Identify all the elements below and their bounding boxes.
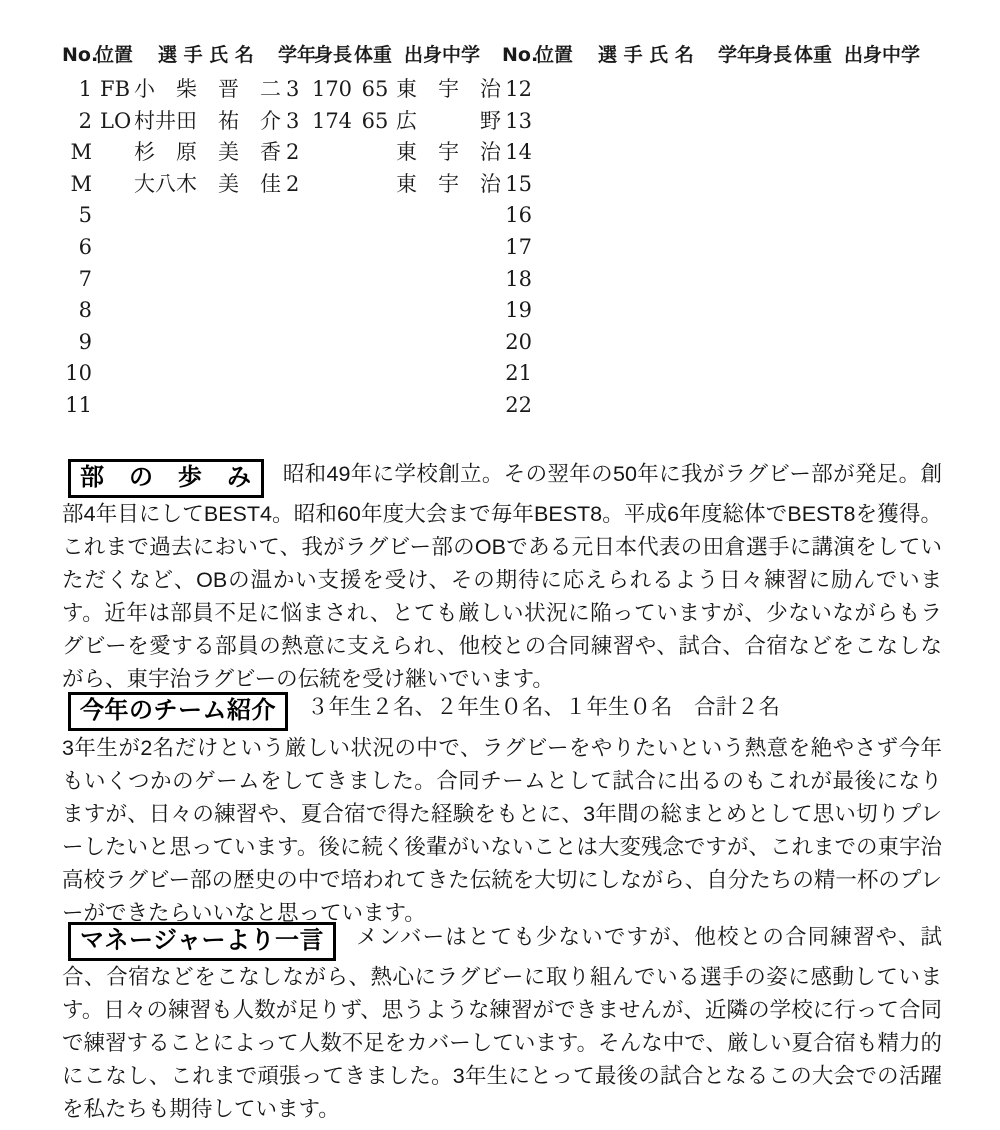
- team-intro-heading-line: [62, 691, 942, 731]
- cell-weight: [794, 327, 836, 359]
- cell-middle-school: [836, 295, 942, 327]
- cell-no: 7: [78, 266, 92, 291]
- cell-position: [532, 358, 574, 390]
- cell-height: [750, 264, 794, 296]
- table-row: [62, 327, 502, 359]
- cell-player-name: [134, 232, 286, 264]
- cell-position: [532, 264, 574, 296]
- cell-grade: [726, 106, 750, 138]
- cell-grade: [286, 390, 310, 422]
- cell-weight: [794, 200, 836, 232]
- roster-right-rows: [502, 74, 942, 422]
- table-row: [62, 106, 502, 138]
- cell-position: FB: [100, 77, 131, 101]
- cell-weight: [794, 74, 836, 106]
- cell-position: [92, 295, 134, 327]
- section-title-box: 今年のチーム紹介: [68, 692, 288, 731]
- cell-grade: [726, 200, 750, 232]
- cell-player-name: [574, 390, 726, 422]
- cell-player-name: [574, 358, 726, 390]
- cell-no: 11: [65, 392, 92, 417]
- cell-height: [750, 295, 794, 327]
- cell-weight: [354, 200, 396, 232]
- cell-no: 15: [505, 171, 532, 196]
- cell-weight: [794, 232, 836, 264]
- cell-player-name: 小 柴 晋 二: [134, 77, 281, 101]
- cell-height: [750, 200, 794, 232]
- header-player-name: 選 手 氏 名: [598, 44, 694, 66]
- table-row: [502, 200, 942, 232]
- cell-position: [92, 327, 134, 359]
- cell-weight: 65: [361, 108, 389, 133]
- cell-no: 5: [78, 203, 92, 228]
- cell-middle-school: [836, 74, 942, 106]
- table-row: [502, 390, 942, 422]
- cell-position: [532, 390, 574, 422]
- cell-middle-school: [836, 169, 942, 201]
- cell-grade: 2: [286, 140, 300, 165]
- cell-no: 2: [78, 108, 92, 133]
- table-row: [62, 295, 502, 327]
- club-history-paragraph: [62, 458, 942, 696]
- cell-position: [92, 169, 134, 201]
- cell-grade: [726, 358, 750, 390]
- cell-height: [310, 200, 354, 232]
- cell-no: 14: [505, 140, 532, 165]
- table-row: [62, 169, 502, 201]
- cell-position: [532, 74, 574, 106]
- cell-grade: [726, 169, 750, 201]
- cell-weight: [354, 137, 396, 169]
- cell-height: [750, 106, 794, 138]
- cell-position: [532, 200, 574, 232]
- cell-position: [532, 169, 574, 201]
- cell-player-name: [574, 200, 726, 232]
- cell-height: [310, 327, 354, 359]
- cell-height: [750, 137, 794, 169]
- cell-weight: [794, 358, 836, 390]
- cell-position: [532, 327, 574, 359]
- cell-position: [92, 232, 134, 264]
- cell-no: 16: [505, 203, 532, 228]
- table-row: [62, 358, 502, 390]
- cell-player-name: [574, 295, 726, 327]
- cell-no: 6: [78, 234, 92, 259]
- cell-weight: [354, 169, 396, 201]
- cell-grade: [726, 137, 750, 169]
- cell-player-name: [134, 295, 286, 327]
- table-row: [502, 74, 942, 106]
- cell-no: 20: [505, 329, 532, 354]
- cell-position: [532, 295, 574, 327]
- cell-middle-school: [396, 200, 502, 232]
- cell-grade: [286, 200, 310, 232]
- cell-middle-school: [396, 358, 502, 390]
- table-row: [502, 295, 942, 327]
- cell-no: 18: [505, 266, 532, 291]
- cell-grade: 3: [286, 77, 300, 101]
- cell-middle-school: [836, 264, 942, 296]
- cell-height: [310, 232, 354, 264]
- cell-height: [750, 169, 794, 201]
- cell-middle-school: [396, 295, 502, 327]
- cell-middle-school: [836, 327, 942, 359]
- cell-grade: [286, 295, 310, 327]
- cell-height: [310, 390, 354, 422]
- cell-player-name: [574, 327, 726, 359]
- cell-height: [750, 232, 794, 264]
- header-player-name: 選 手 氏 名: [158, 44, 254, 66]
- cell-weight: [354, 327, 396, 359]
- header-no: No.: [62, 44, 99, 66]
- cell-position: [92, 264, 134, 296]
- cell-middle-school: [396, 232, 502, 264]
- cell-player-name: [574, 169, 726, 201]
- cell-weight: [794, 295, 836, 327]
- cell-middle-school: [836, 390, 942, 422]
- cell-no: M: [70, 171, 92, 196]
- cell-middle-school: [836, 358, 942, 390]
- table-row: [502, 358, 942, 390]
- cell-player-name: [134, 264, 286, 296]
- section-team-intro: [62, 691, 942, 930]
- cell-position: LO: [100, 108, 132, 133]
- cell-height: [310, 295, 354, 327]
- cell-player-name: 村井田 祐 介: [134, 108, 281, 133]
- cell-player-name: 大八木 美 佳: [134, 171, 281, 196]
- roster-header-left: [62, 42, 502, 68]
- header-grade: 学年: [718, 44, 757, 66]
- cell-middle-school: [396, 264, 502, 296]
- cell-grade: 3: [286, 108, 300, 133]
- cell-middle-school: [396, 390, 502, 422]
- cell-weight: [354, 295, 396, 327]
- cell-no: 8: [78, 298, 92, 323]
- cell-middle-school: 東 宇 治: [396, 171, 501, 196]
- cell-position: [532, 106, 574, 138]
- cell-player-name: [134, 390, 286, 422]
- roster-right-half: [502, 42, 942, 422]
- cell-position: [92, 200, 134, 232]
- cell-weight: 65: [361, 77, 389, 101]
- header-middle-school: 出身中学: [844, 44, 921, 66]
- cell-grade: [726, 327, 750, 359]
- cell-grade: [286, 264, 310, 296]
- cell-no: 17: [505, 234, 532, 259]
- cell-player-name: 杉 原 美 香: [134, 140, 281, 165]
- header-height: 身長: [314, 44, 353, 66]
- cell-no: 19: [505, 298, 532, 323]
- table-row: [62, 390, 502, 422]
- cell-middle-school: 広 野: [396, 108, 501, 133]
- cell-position: [532, 232, 574, 264]
- table-row: [62, 264, 502, 296]
- table-row: [62, 74, 502, 106]
- section-text: 昭和49年に学校創立。その翌年の50年に我がラグビー部が発足。創部4年目にしてBEST4。昭和60年度大会まで毎年BEST8。平成6年度総体でBEST8を獲得。これまで過去において、我がラグビー部のOBである元日本代表の田倉選手に講演をしていただくなど、OBの温かい支援を受け、その期待に応えられるよう日々練習に励んでいます。近年は部員不足に悩まされ、とても厳しい状況に陥っていますが、少ないながらもラグビーを愛する部員の熱意に支えられ、他校との合同練習や、試合、合宿などをこなしながら、東宇治ラグビーの伝統を受け継いでいます。: [62, 462, 942, 691]
- cell-middle-school: 東 宇 治: [396, 140, 501, 165]
- cell-position: [532, 137, 574, 169]
- table-row: [502, 169, 942, 201]
- cell-middle-school: 東 宇 治: [396, 77, 501, 101]
- section-manager-note: [62, 921, 942, 1126]
- cell-height: [310, 169, 354, 201]
- cell-player-name: [574, 74, 726, 106]
- section-title-box: 部 の 歩 み: [68, 459, 264, 498]
- team-member-counts: ３年生２名、２年生０名、１年生０名 合計２名: [306, 695, 780, 719]
- cell-weight: [794, 169, 836, 201]
- cell-grade: [286, 327, 310, 359]
- header-no: No.: [502, 44, 539, 66]
- table-row: [62, 232, 502, 264]
- cell-weight: [794, 264, 836, 296]
- cell-grade: [286, 358, 310, 390]
- cell-middle-school: [836, 137, 942, 169]
- cell-height: [310, 264, 354, 296]
- table-row: [62, 200, 502, 232]
- cell-weight: [354, 358, 396, 390]
- cell-height: 174: [311, 108, 353, 133]
- cell-no: 9: [78, 329, 92, 354]
- cell-no: 1: [78, 77, 92, 101]
- cell-no: 13: [505, 108, 532, 133]
- cell-position: [92, 390, 134, 422]
- table-row: [62, 137, 502, 169]
- cell-height: [750, 74, 794, 106]
- cell-no: 22: [505, 392, 532, 417]
- header-height: 身長: [754, 44, 793, 66]
- header-position: 位置: [535, 44, 574, 66]
- cell-grade: [726, 295, 750, 327]
- cell-middle-school: [836, 200, 942, 232]
- cell-grade: [726, 264, 750, 296]
- roster-left-half: [62, 42, 502, 422]
- cell-no: 12: [505, 77, 532, 101]
- cell-height: [750, 390, 794, 422]
- roster-left-rows: [62, 74, 502, 422]
- cell-weight: [794, 106, 836, 138]
- cell-player-name: [574, 106, 726, 138]
- team-intro-body: 3年生が2名だけという厳しい状況の中で、ラグビーをやりたいという熱意を絶やさず今年もいくつかのゲームをしてきました。合同チームとして試合に出るのもこれが最後になりますが、日々の練習や、夏合宿で得た経験をもとに、3年間の総まとめとして思い切りプレーしたいと思っています。後に続く後輩がいないことは大変残念ですが、これまでの東宇治高校ラグビー部の歴史の中で培われてきた伝統を大切にしながら、自分たちの精一杯のプレーができたらいいなと思っています。: [62, 736, 942, 925]
- table-row: [502, 264, 942, 296]
- cell-grade: 2: [286, 171, 300, 196]
- cell-no: 21: [505, 361, 532, 386]
- manager-note-paragraph: [62, 921, 942, 1126]
- cell-weight: [794, 390, 836, 422]
- cell-weight: [354, 390, 396, 422]
- cell-height: [750, 327, 794, 359]
- cell-player-name: [134, 200, 286, 232]
- header-grade: 学年: [278, 44, 317, 66]
- cell-grade: [726, 74, 750, 106]
- cell-position: [92, 137, 134, 169]
- cell-player-name: [574, 137, 726, 169]
- cell-grade: [726, 390, 750, 422]
- header-weight: 体重: [354, 44, 393, 66]
- cell-player-name: [134, 327, 286, 359]
- cell-height: [310, 137, 354, 169]
- cell-player-name: [574, 232, 726, 264]
- cell-middle-school: [836, 106, 942, 138]
- cell-middle-school: [396, 327, 502, 359]
- roster-table: [62, 42, 942, 422]
- cell-position: [92, 358, 134, 390]
- section-text: メンバーはとても少ないですが、他校との合同練習や、試合、合宿などをこなしながら、熱心にラグビーに取り組んでいる選手の姿に感動しています。日々の練習も人数が足りず、思うような練習ができませんが、近隣の学校に行って合同で練習することによって人数不足をカバーしています。そんな中で、厳しい夏合宿も精力的にこなし、これまで頑張ってきました。3年生にとって最後の試合となるこの大会での活躍を私たちも期待しています。: [62, 925, 942, 1121]
- table-row: [502, 232, 942, 264]
- cell-player-name: [134, 358, 286, 390]
- header-middle-school: 出身中学: [404, 44, 481, 66]
- cell-no: M: [70, 140, 92, 165]
- cell-weight: [354, 264, 396, 296]
- cell-player-name: [574, 264, 726, 296]
- cell-middle-school: [836, 232, 942, 264]
- cell-weight: [354, 232, 396, 264]
- section-club-history: [62, 458, 942, 696]
- cell-grade: [726, 232, 750, 264]
- cell-height: [310, 358, 354, 390]
- cell-grade: [286, 232, 310, 264]
- cell-height: [750, 358, 794, 390]
- section-title-box: マネージャーより一言: [68, 922, 336, 961]
- header-position: 位置: [95, 44, 134, 66]
- cell-weight: [794, 137, 836, 169]
- table-row: [502, 106, 942, 138]
- roster-header-right: [502, 42, 942, 68]
- cell-height: 170: [311, 77, 353, 101]
- table-row: [502, 327, 942, 359]
- table-row: [502, 137, 942, 169]
- cell-no: 10: [65, 361, 92, 386]
- header-weight: 体重: [794, 44, 833, 66]
